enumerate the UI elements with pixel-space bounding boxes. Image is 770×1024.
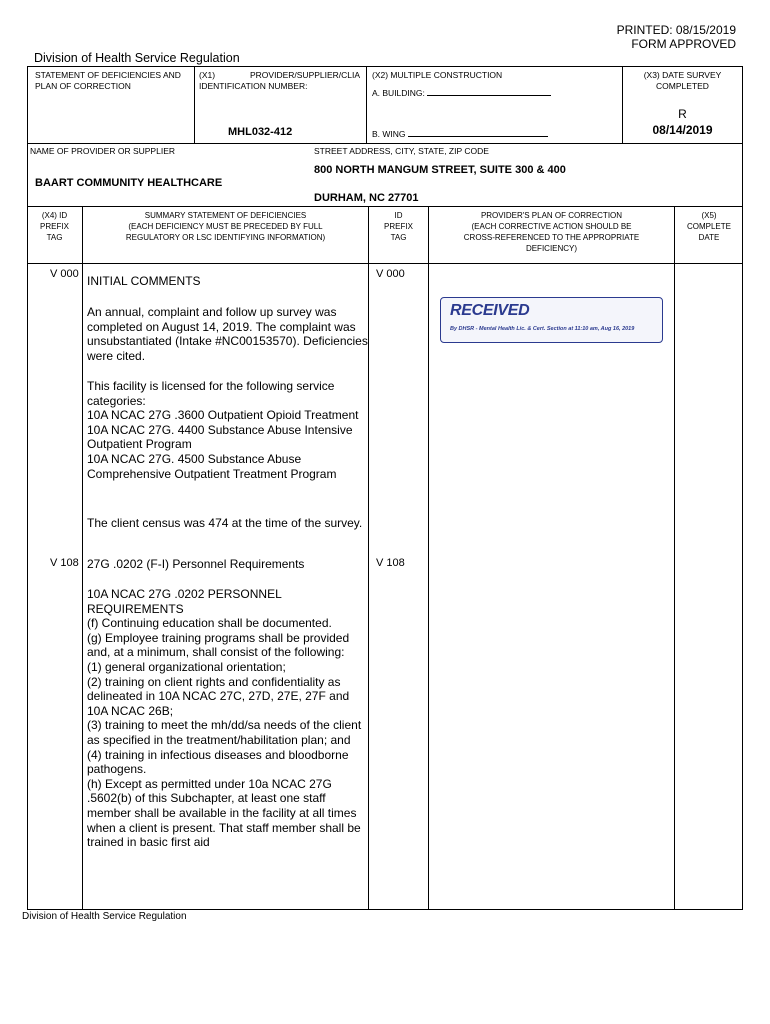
entry-id: V 108 xyxy=(376,557,405,569)
col-x4-line: PREFIX xyxy=(40,222,69,231)
entry-line: (4) training in infectious diseases and bloodborne pathogens. xyxy=(87,747,349,777)
survey-date: 08/14/2019 xyxy=(652,123,713,137)
col-x5-line: COMPLETE xyxy=(686,222,731,231)
entry-line: 10A NCAC 27G .0202 PERSONNEL REQUIREMENTS xyxy=(87,587,282,616)
building-label: A. BUILDING: xyxy=(372,88,425,98)
building-field[interactable] xyxy=(427,95,551,96)
entry-prefix: V 000 xyxy=(50,268,79,280)
col-plan-header xyxy=(429,210,674,254)
address-label: STREET ADDRESS, CITY, STATE, ZIP CODE xyxy=(314,146,489,156)
col-plan-line: (EACH CORRECTIVE ACTION SHOULD BE xyxy=(471,222,632,231)
received-stamp xyxy=(440,297,663,343)
stamp-text: By DHSR - Mental Health Lic. & Cert. Section at 11:10 am, Aug 16, 2019 xyxy=(450,326,635,332)
col-x5-header xyxy=(675,210,743,243)
col-id-header xyxy=(369,210,428,243)
form-approved: FORM APPROVED xyxy=(631,37,736,51)
entry-line: This facility is licensed for the following service categories: xyxy=(87,379,335,408)
entry-line: (3) training to meet the mh/dd/sa needs of the client as specified in the treatment/habilitation plan; and xyxy=(87,718,362,747)
entry-line: 10A NCAC 27G. 4500 Substance Abuse Comprehensive Outpatient Treatment Program xyxy=(87,451,337,481)
entry-line: (2) training on client rights and confidentiality as delineated in 10A NCAC 27C, 27D, 27E, 27F and xyxy=(87,674,350,704)
col-x4-header xyxy=(27,210,82,243)
provider-label: NAME OF PROVIDER OR SUPPLIER xyxy=(30,146,175,156)
wing-label: B. WING xyxy=(372,129,406,139)
entry-id: V 000 xyxy=(376,268,405,280)
x3-code: R xyxy=(678,107,687,121)
statement-label: STATEMENT OF DEFICIENCIES AND PLAN OF CORRECTION xyxy=(35,70,181,91)
entry-title: 27G .0202 (F-I) Personnel Requirements xyxy=(87,557,305,571)
col-summary-line: REGULATORY OR LSC IDENTIFYING INFORMATION) xyxy=(125,233,326,242)
address-line1: 800 NORTH MANGUM STREET, SUITE 300 & 400 xyxy=(314,164,566,176)
col-id-line: ID xyxy=(394,211,403,220)
x2-building xyxy=(372,88,551,99)
entry-prefix: V 108 xyxy=(50,557,79,569)
col-id-line: PREFIX xyxy=(384,222,413,231)
provider-name: BAART COMMUNITY HEALTHCARE xyxy=(35,177,223,189)
entry-line: 10A NCAC 27G. 4400 Substance Abuse Intensive Outpatient Program xyxy=(87,422,353,452)
entry-line: 10A NCAC 27G .3600 Outpatient Opioid Treatment xyxy=(87,408,359,423)
col-x4-line: (X4) ID xyxy=(41,211,68,220)
entry-line: 10A NCAC 26B; xyxy=(87,703,174,718)
col-x5-line: (X5) xyxy=(701,211,717,220)
wing-field[interactable] xyxy=(408,136,548,137)
entry-line: (f) Continuing education shall be documented. xyxy=(87,616,332,631)
rule-provider-bottom xyxy=(27,206,743,207)
rule-columns-bottom xyxy=(27,263,743,264)
entry-paragraph: The client census was 474 at the time of the survey. xyxy=(87,516,363,530)
col-x5-line: DATE xyxy=(698,233,720,242)
rule-v-x1 xyxy=(194,66,195,143)
col-summary-line: (EACH DEFICIENCY MUST BE PRECEDED BY FULL xyxy=(128,222,323,231)
rule-v-id xyxy=(428,206,429,910)
x1-tag: (X1) xyxy=(199,70,216,80)
x1-label2: IDENTIFICATION NUMBER: xyxy=(199,81,308,91)
x2-wing xyxy=(372,129,548,140)
entry-paragraph xyxy=(87,587,369,850)
provider-id: MHL032-412 xyxy=(228,126,293,138)
col-plan-line: PROVIDER'S PLAN OF CORRECTION xyxy=(480,211,623,220)
col-x4-line: TAG xyxy=(46,233,63,242)
x3-label xyxy=(622,70,743,92)
entry-line: (1) general organizational orientation; xyxy=(87,659,286,674)
col-plan-line: CROSS-REFERENCED TO THE APPROPRIATE xyxy=(463,233,640,242)
entry-line: (g) Employee training programs shall be provided and, at a minimum, shall consist of the following: xyxy=(87,630,350,660)
col-summary-header xyxy=(83,210,368,243)
rule-v-plan xyxy=(674,206,675,910)
col-id-line: TAG xyxy=(390,233,407,242)
col-plan-line: DEFICIENCY) xyxy=(525,244,578,253)
x3-label-line2: COMPLETED xyxy=(656,81,709,91)
address-line2: DURHAM, NC 27701 xyxy=(314,192,419,204)
entry-paragraph: An annual, complaint and follow up survey was completed on August 14, 2019. The complaint was unsubstantiated (Intake #NC00153570). Deficiencies were cited. xyxy=(87,305,368,363)
stamp-title: RECEIVED xyxy=(450,302,530,319)
rule-v-x2 xyxy=(366,66,367,143)
printed-date: PRINTED: 08/15/2019 xyxy=(616,23,736,37)
x1-label: PROVIDER/SUPPLIER/CLIA xyxy=(250,70,361,80)
entry-paragraph xyxy=(87,379,369,481)
agency-title: Division of Health Service Regulation xyxy=(34,51,240,65)
col-summary-line: SUMMARY STATEMENT OF DEFICIENCIES xyxy=(144,211,307,220)
x2-label: (X2) MULTIPLE CONSTRUCTION xyxy=(372,70,503,80)
footer-agency: Division of Health Service Regulation xyxy=(22,911,187,922)
print-info xyxy=(617,23,736,51)
rule-header-bottom xyxy=(27,143,743,144)
entry-title: INITIAL COMMENTS xyxy=(87,274,201,288)
x3-label-line1: (X3) DATE SURVEY xyxy=(643,70,722,80)
entry-line: (h) Except as permitted under 10a NCAC 27G .5602(b) of this Subchapter, at least one staff member shall be available in the facility at all times when a client is present. That staff member shall be trained in basic first aid xyxy=(87,776,361,850)
rule-v-prefix xyxy=(82,206,83,910)
